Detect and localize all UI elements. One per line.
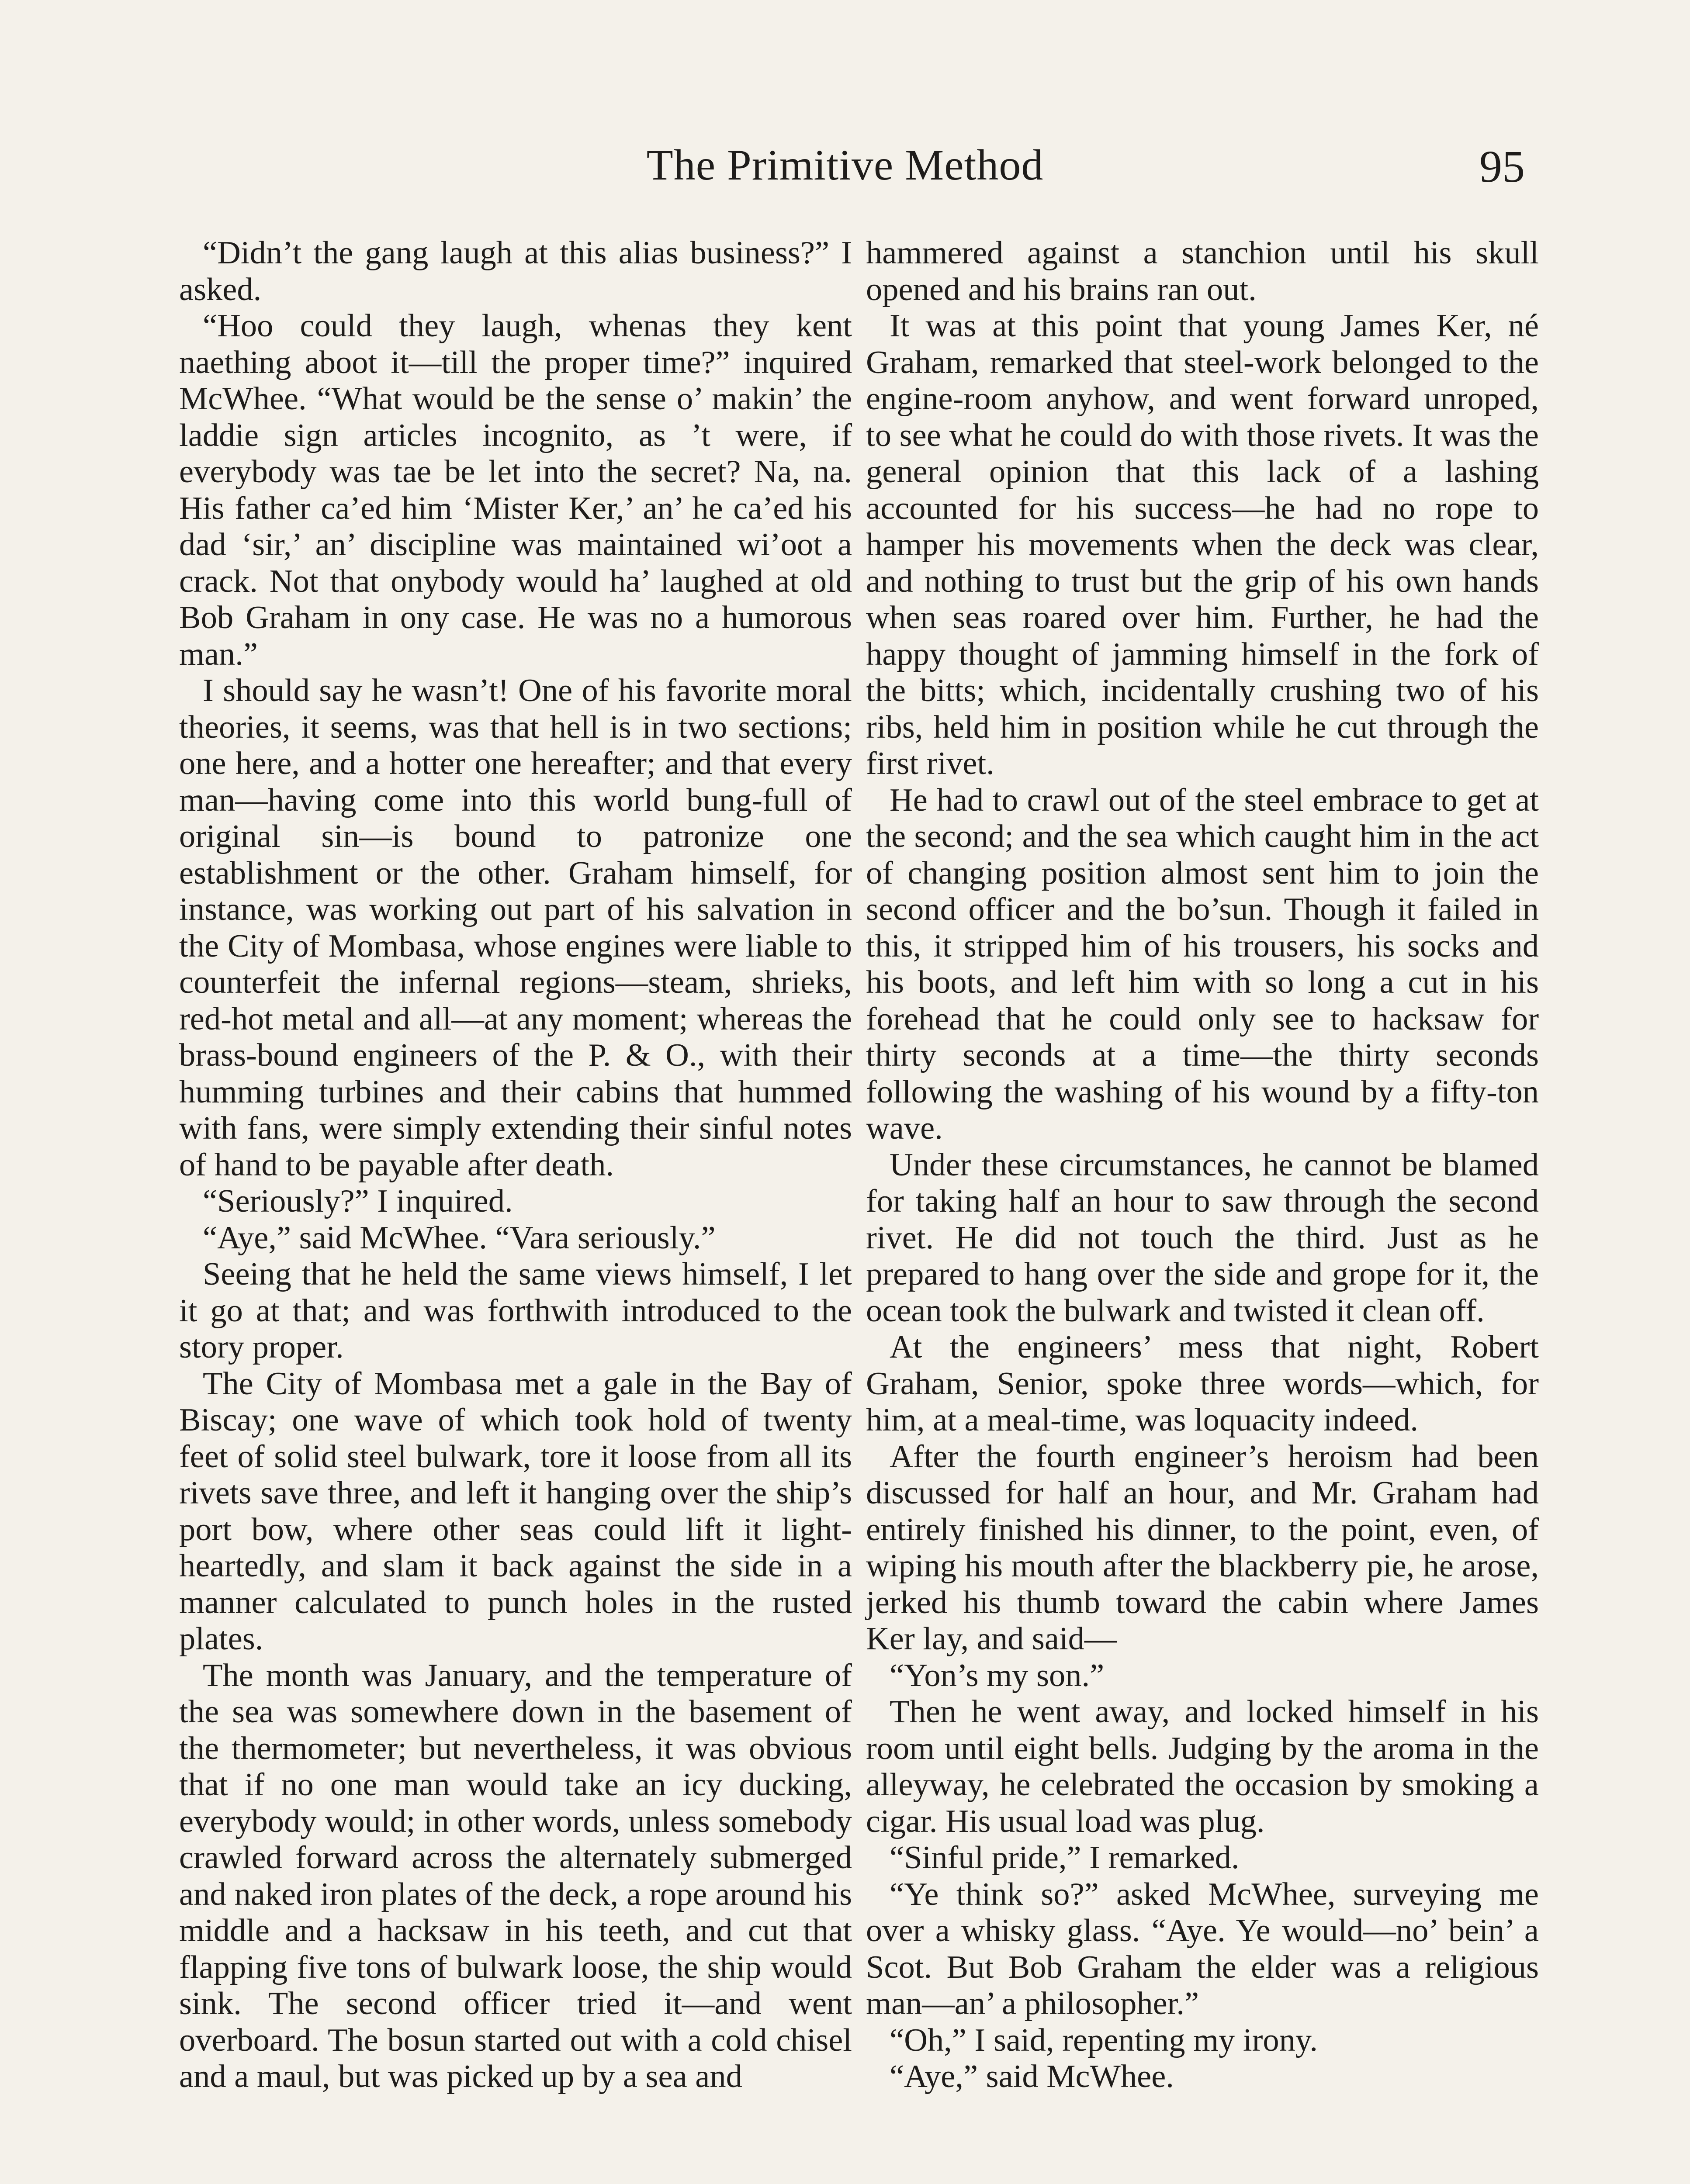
text-column-left: [179, 235, 852, 2095]
text-column-right: [866, 235, 1539, 2095]
paragraph: I should say he wasn’t! One of his favorite moral theories, it seems, was that hell is in two sections; one here, and a hotter one hereafter; and that every man—having come into this world bung-full of original sin—is bound to patronize one establishment or the other. Graham himself, for instance, was working out part of his salvation in the City of Mombasa, whose engines were liable to counterfeit the infernal regions—steam, shrieks, red-hot metal and all—at any moment; whereas the brass-bound engineers of the P. & O., with their humming turbines and their cabins that hummed with fans, were simply extending their sinful notes of hand to be payable after death.: [179, 673, 852, 1183]
paragraph: At the engineers’ mess that night, Robert Graham, Senior, spoke three words—which, for him, at a meal-time, was loquacity indeed.: [866, 1329, 1539, 1438]
paragraph: It was at this point that young James Ker, né Graham, remarked that steel-work belonged to the engine-room anyhow, and went forward unroped, to see what he could do with those rivets. It was the general opinion that this lack of a lashing accounted for his success—he had no rope to hamper his movements when the deck was clear, and nothing to trust but the grip of his own hands when seas roared over him. Further, he had the happy thought of jamming himself in the fork of the bitts; which, incidentally crushing two of his ribs, held him in position while he cut through the first rivet.: [866, 308, 1539, 781]
paragraph-continued: hammered against a stanchion until his skull opened and his brains ran out.: [866, 235, 1539, 308]
paragraph: The month was January, and the temperature of the sea was somewhere down in the basement of the thermometer; but nevertheless, it was obvious that if no one man would take an icy ducking, everybody would; in other words, unless somebody crawled forward across the alternately submerged and naked iron plates of the deck, a rope around his middle and a hacksaw in his teeth, and cut that flapping five tons of bulwark loose, the ship would sink. The second officer tried it—and went overboard. The bosun started out with a cold chisel and a maul, but was picked up by a sea and: [179, 1657, 852, 2094]
paragraph: After the fourth engineer’s heroism had been discussed for half an hour, and Mr. Graham had entirely finished his dinner, to the point, even, of wiping his mouth after the blackberry pie, he arose, jerked his thumb toward the cabin where James Ker lay, and said—: [866, 1438, 1539, 1657]
paragraph: “Aye,” said McWhee. “Vara seriously.”: [203, 1220, 716, 1256]
page-header: [0, 139, 1690, 200]
page-number: 95: [1479, 142, 1525, 192]
paragraph: “Didn’t the gang laugh at this alias business?” I asked.: [179, 235, 852, 308]
paragraph: “Seriously?” I inquired.: [203, 1183, 513, 1219]
running-title: The Primitive Method: [646, 141, 1044, 189]
paragraph: Then he went away, and locked himself in his room until eight bells. Judging by the aroma in the alleyway, he celebrated the occasion by smoking a cigar. His usual load was plug.: [866, 1694, 1539, 1839]
paragraph: The City of Mombasa met a gale in the Bay of Biscay; one wave of which took hold of twenty feet of solid steel bulwark, tore it loose from all its rivets save three, and left it hanging over the ship’s port bow, where other seas could lift it light-heartedly, and slam it back against the side in a manner calculated to punch holes in the rusted plates.: [179, 1365, 852, 1657]
paragraph: “Hoo could they laugh, whenas they kent naething aboot it—till the proper time?” inquired McWhee. “What would be the sense o’ makin’ the laddie sign articles incognito, as ’t were, if everybody was tae be let into the secret? Na, na. His father ca’ed him ‘Mister Ker,’ an’ he ca’ed his dad ‘sir,’ an’ discipline was maintained wi’oot a crack. Not that onybody would ha’ laughed at old Bob Graham in ony case. He was no a humorous man.”: [179, 308, 852, 672]
paragraph: Seeing that he held the same views himself, I let it go at that; and was forthwith introduced to the story proper.: [179, 1256, 852, 1365]
paragraph: “Oh,” I said, repenting my irony.: [890, 2022, 1318, 2058]
paragraph: Under these circumstances, he cannot be blamed for taking half an hour to saw through the second rivet. He did not touch the third. Just as he prepared to hang over the side and grope for it, the ocean took the bulwark and twisted it clean off.: [866, 1147, 1539, 1329]
paragraph: “Sinful pride,” I remarked.: [890, 1840, 1240, 1876]
paragraph: “Aye,” said McWhee.: [890, 2059, 1174, 2094]
paragraph: He had to crawl out of the steel embrace to get at the second; and the sea which caught him in the act of changing position almost sent him to join the second officer and the bo’sun. Though it failed in this, it stripped him of his trousers, his socks and his boots, and left him with so long a cut in his forehead that he could only see to hacksaw for thirty seconds at a time—the thirty seconds following the washing of his wound by a fifty-ton wave.: [866, 782, 1539, 1146]
paragraph: “Yon’s my son.”: [890, 1657, 1105, 1693]
paragraph: “Ye think so?” asked McWhee, surveying me over a whisky glass. “Aye. Ye would—no’ bein’ a Scot. But Bob Graham the elder was a religious man—an’ a philosopher.”: [866, 1876, 1539, 2022]
